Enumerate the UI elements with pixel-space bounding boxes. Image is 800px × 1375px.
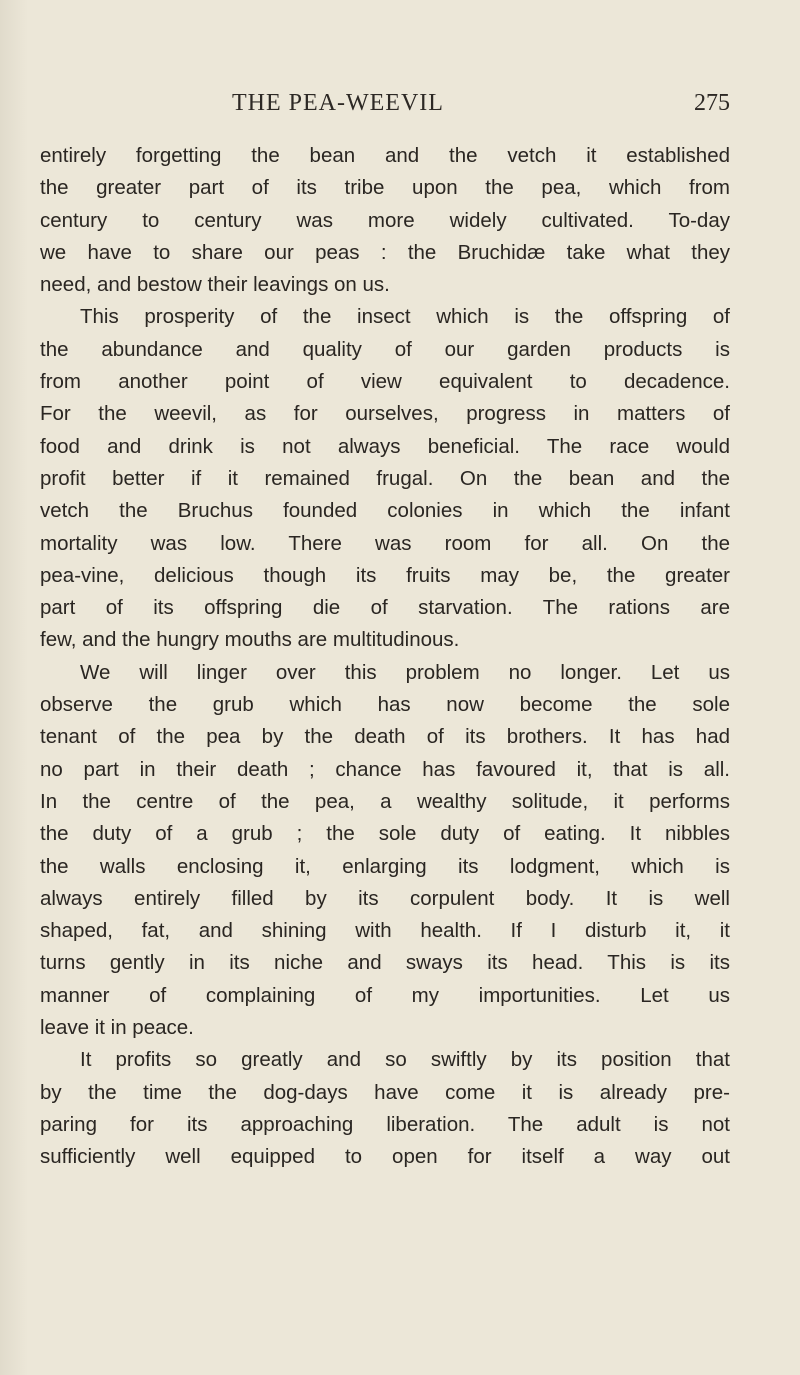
body-text (40, 140, 730, 1174)
text-line: In the centre of the pea, a wealthy solitude, it performs (40, 789, 730, 813)
text-line: food and drink is not always beneficial. The race would (40, 434, 730, 458)
text-line: paring for its approaching liberation. The adult is not (40, 1112, 730, 1136)
text-line: need, and bestow their leavings on us. (40, 273, 390, 297)
text-line: mortality was low. There was room for all. On the (40, 531, 730, 555)
text-line: century to century was more widely cultivated. To-day (40, 208, 730, 232)
text-line: We will linger over this problem no longer. Let us (80, 660, 730, 684)
text-line: For the weevil, as for ourselves, progress in matters of (40, 402, 730, 426)
text-line: vetch the Bruchus founded colonies in which the infant (40, 499, 730, 523)
text-line: part of its offspring die of starvation. The rations are (40, 596, 730, 620)
running-head (40, 90, 730, 130)
text-line: leave it in peace. (40, 1016, 194, 1040)
text-line: sufficiently well equipped to open for itself a way out (40, 1145, 730, 1169)
text-line: It profits so greatly and so swiftly by its position that (80, 1048, 730, 1072)
text-line: the walls enclosing it, enlarging its lodgment, which is (40, 854, 730, 878)
text-line: entirely forgetting the bean and the vetch it established (40, 144, 730, 167)
text-line: pea-vine, delicious though its fruits may be, the greater (40, 563, 730, 587)
text-line: no part in their death ; chance has favoured it, that is all. (40, 757, 730, 781)
text-line: few, and the hungry mouths are multitudinous. (40, 628, 460, 652)
text-line: we have to share our peas : the Bruchidæ take what they (40, 240, 730, 264)
text-line: profit better if it remained frugal. On the bean and the (40, 466, 730, 490)
text-line: by the time the dog-days have come it is already pre- (40, 1080, 730, 1104)
page-number: 275 (694, 90, 730, 116)
running-head-title: THE PEA-WEEVIL (232, 90, 444, 116)
text-line: manner of complaining of my importunities. Let us (40, 983, 730, 1007)
text-line: from another point of view equivalent to decadence. (40, 370, 730, 394)
text-line: This prosperity of the insect which is the offspring of (80, 305, 730, 329)
text-line: shaped, fat, and shining with health. If I disturb it, it (40, 919, 730, 943)
text-line: the duty of a grub ; the sole duty of eating. It nibbles (40, 822, 730, 846)
text-line: observe the grub which has now become the sole (40, 693, 730, 717)
text-line: tenant of the pea by the death of its brothers. It has had (40, 725, 730, 749)
text-line: the greater part of its tribe upon the pea, which from (40, 176, 730, 200)
text-line: always entirely filled by its corpulent body. It is well (40, 886, 730, 910)
text-line: the abundance and quality of our garden products is (40, 337, 730, 361)
text-line: turns gently in its niche and sways its head. This is its (40, 951, 730, 975)
